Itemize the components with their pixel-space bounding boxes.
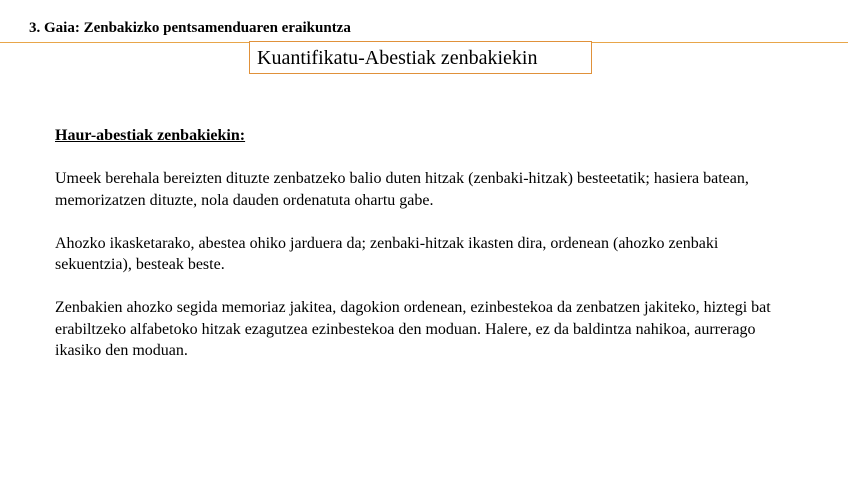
paragraph-1: Umeek berehala bereizten dituzte zenbatzeko balio duten hitzak (zenbaki-hitzak) besteetatik; hasiera batean, memorizatzen dituzte, nola dauden ordenatuta ohartu gabe. bbox=[55, 170, 749, 209]
section-heading: Haur-abestiak zenbakiekin: bbox=[55, 127, 246, 144]
paragraph-3: Zenbakien ahozko segida memoriaz jakitea, dagokion ordenean, ezinbestekoa da zenbatzen jakiteko, hiztegi bat erabiltzeko alfabetoko hitzak ezagutzea ezinbestekoa den moduan. Halere, ez da baldintza nahikoa, aurrerago ikasiko den moduan. bbox=[55, 299, 771, 359]
header-title: 3. Gaia: Zenbakizko pentsamenduaren eraikuntza bbox=[29, 20, 351, 36]
paragraph-2: Ahozko ikasketarako, abestea ohiko jarduera da; zenbaki-hitzak ikasten dira, ordenean (ahozko zenbaki sekuentzia), besteak beste. bbox=[55, 234, 719, 273]
slide-body bbox=[55, 125, 785, 362]
slide-title: Kuantifikatu-Abestiak zenbakiekin bbox=[257, 47, 538, 69]
slide-title-box bbox=[249, 41, 592, 74]
